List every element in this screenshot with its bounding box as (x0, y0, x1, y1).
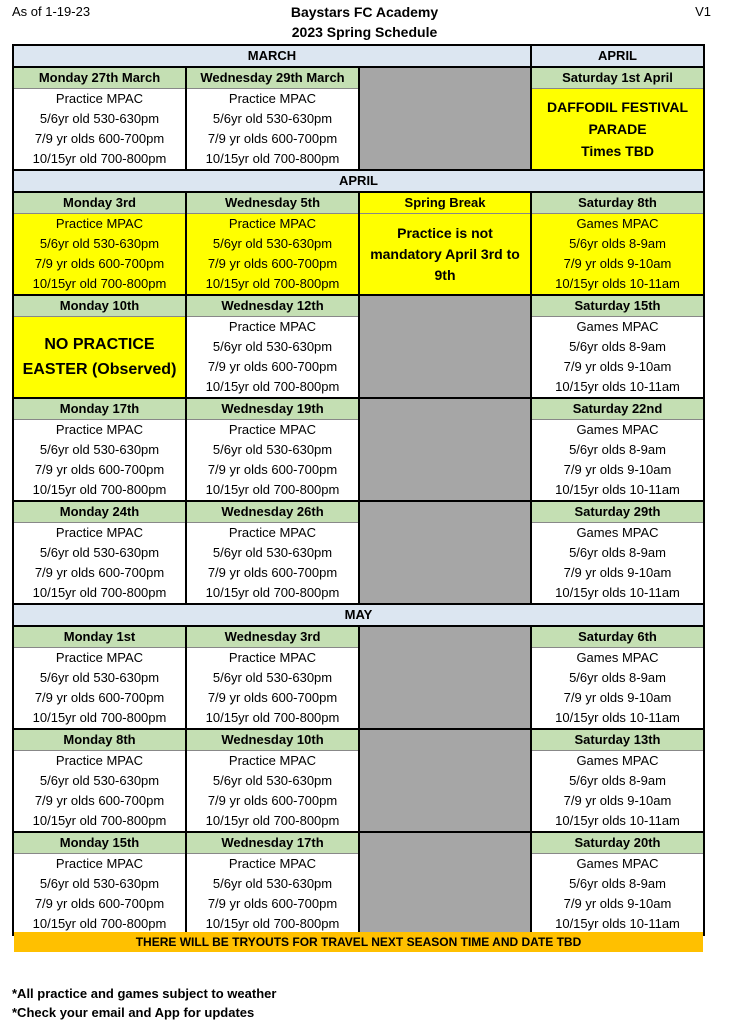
day-cell (13, 729, 186, 832)
session-line: 7/9 yr olds 9-10am (563, 565, 672, 580)
session-line: Practice MPAC (55, 216, 144, 231)
session-line: 10/15yr olds 10-11am (555, 585, 680, 600)
session-line: Games MPAC (576, 216, 659, 231)
day-header: Wednesday 19th (187, 399, 358, 420)
day-header: Saturday 8th (532, 193, 703, 214)
session-line: 7/9 yr olds 600-700pm (34, 793, 165, 808)
schedule-table (12, 44, 705, 936)
day-cell (531, 398, 704, 501)
session-line: Practice MPAC (228, 525, 317, 540)
session-line: 10/15yr old 700-800pm (205, 379, 340, 394)
session-line: 7/9 yr olds 600-700pm (34, 131, 165, 146)
session-line: 5/6yr old 530-630pm (39, 545, 160, 560)
session-line: 10/15yr old 700-800pm (205, 276, 340, 291)
month-header-row (13, 45, 704, 67)
empty-cell (359, 295, 531, 398)
special-line: EASTER (Observed) (22, 361, 177, 378)
day-header: Saturday 22nd (532, 399, 703, 420)
session-line: 10/15yr olds 10-11am (555, 710, 680, 725)
week-row (13, 67, 704, 170)
org-name: Baystars FC Academy (290, 4, 439, 20)
day-header: Monday 27th March (14, 68, 185, 89)
session-line: 7/9 yr olds 600-700pm (34, 256, 165, 271)
day-cell (186, 398, 359, 501)
day-header: Monday 1st (14, 627, 185, 648)
session-line: 7/9 yr olds 600-700pm (34, 896, 165, 911)
session-line: 7/9 yr olds 9-10am (563, 896, 672, 911)
session-line: 5/6yr old 530-630pm (212, 773, 333, 788)
session-line: Practice MPAC (55, 91, 144, 106)
session-line: 5/6yr old 530-630pm (39, 670, 160, 685)
day-header: Wednesday 5th (187, 193, 358, 214)
as-of-date: As of 1-19-23 (12, 4, 91, 19)
session-line: 5/6yr olds 8-9am (569, 442, 666, 457)
day-header: Wednesday 10th (187, 730, 358, 751)
session-line: Games MPAC (576, 422, 659, 437)
day-header: Monday 10th (14, 296, 185, 317)
session-line: Games MPAC (576, 856, 659, 871)
month-march: MARCH (13, 45, 531, 67)
session-line: 5/6yr olds 8-9am (569, 236, 666, 251)
session-line: 10/15yr old 700-800pm (205, 482, 340, 497)
session-line: 5/6yr old 530-630pm (212, 670, 333, 685)
day-header: Saturday 15th (532, 296, 703, 317)
day-header: Saturday 13th (532, 730, 703, 751)
session-line: 10/15yr old 700-800pm (32, 151, 167, 166)
day-cell (531, 626, 704, 729)
session-line: 10/15yr old 700-800pm (205, 916, 340, 931)
month-april: APRIL (531, 45, 704, 67)
week-row (13, 729, 704, 832)
session-line: 10/15yr old 700-800pm (205, 813, 340, 828)
day-header: Monday 24th (14, 502, 185, 523)
session-line: 10/15yr olds 10-11am (555, 379, 680, 394)
day-header: Saturday 6th (532, 627, 703, 648)
day-cell (186, 67, 359, 170)
day-cell (13, 192, 186, 295)
daffodil-parade-note (532, 89, 703, 169)
session-line: 7/9 yr olds 9-10am (563, 256, 672, 271)
day-header: Monday 3rd (14, 193, 185, 214)
day-cell (186, 832, 359, 935)
day-header: Monday 15th (14, 833, 185, 854)
schedule-subtitle: 2023 Spring Schedule (291, 24, 438, 40)
session-line: 5/6yr olds 8-9am (569, 876, 666, 891)
session-line: 5/6yr old 530-630pm (212, 236, 333, 251)
session-line: 7/9 yr olds 600-700pm (207, 793, 338, 808)
day-cell (531, 192, 704, 295)
session-line: 10/15yr olds 10-11am (555, 813, 680, 828)
session-line: 7/9 yr olds 9-10am (563, 462, 672, 477)
day-header: Wednesday 3rd (187, 627, 358, 648)
session-line: 7/9 yr olds 600-700pm (207, 359, 338, 374)
session-line: 7/9 yr olds 600-700pm (207, 462, 338, 477)
session-line: Practice MPAC (228, 753, 317, 768)
day-cell (531, 832, 704, 935)
session-line: 5/6yr olds 8-9am (569, 773, 666, 788)
session-line: Practice MPAC (55, 650, 144, 665)
session-line: 10/15yr olds 10-11am (555, 482, 680, 497)
empty-cell (359, 67, 531, 170)
empty-cell (359, 501, 531, 604)
session-line: 7/9 yr olds 9-10am (563, 690, 672, 705)
month-april: APRIL (13, 170, 704, 192)
day-cell (186, 626, 359, 729)
session-line: Practice MPAC (228, 856, 317, 871)
session-line: 7/9 yr olds 600-700pm (207, 256, 338, 271)
spring-break-cell (359, 192, 531, 295)
session-line: 10/15yr olds 10-11am (555, 916, 680, 931)
session-line: 7/9 yr olds 600-700pm (207, 565, 338, 580)
empty-cell (359, 832, 531, 935)
week-row (13, 501, 704, 604)
session-line: 5/6yr old 530-630pm (212, 545, 333, 560)
special-line: PARADE (588, 121, 647, 137)
day-cell (13, 626, 186, 729)
session-line: 7/9 yr olds 600-700pm (34, 690, 165, 705)
empty-cell (359, 626, 531, 729)
day-header: Wednesday 12th (187, 296, 358, 317)
session-line: Practice MPAC (228, 319, 317, 334)
session-line: 5/6yr old 530-630pm (39, 442, 160, 457)
session-line: 5/6yr old 530-630pm (212, 442, 333, 457)
day-cell (531, 67, 704, 170)
session-line: 5/6yr old 530-630pm (39, 876, 160, 891)
day-cell (186, 501, 359, 604)
session-line: 10/15yr old 700-800pm (32, 585, 167, 600)
updates-note: *Check your email and App for updates (12, 1005, 255, 1020)
tryouts-banner: THERE WILL BE TRYOUTS FOR TRAVEL NEXT SEASON TIME AND DATE TBD (14, 932, 703, 952)
session-line: 7/9 yr olds 9-10am (563, 793, 672, 808)
session-line: Games MPAC (576, 650, 659, 665)
day-header: Monday 8th (14, 730, 185, 751)
no-practice-note (14, 317, 185, 397)
week-row (13, 626, 704, 729)
day-cell (531, 729, 704, 832)
session-line: 10/15yr old 700-800pm (205, 585, 340, 600)
session-line: 10/15yr old 700-800pm (32, 482, 167, 497)
day-header: Saturday 20th (532, 833, 703, 854)
weather-note: *All practice and games subject to weather (12, 986, 277, 1001)
session-line: Practice MPAC (55, 753, 144, 768)
session-line: Practice MPAC (228, 650, 317, 665)
special-line: DAFFODIL FESTIVAL (546, 99, 689, 115)
session-line: 7/9 yr olds 9-10am (563, 359, 672, 374)
session-line: 5/6yr olds 8-9am (569, 670, 666, 685)
session-line: 5/6yr olds 8-9am (569, 545, 666, 560)
day-cell (13, 398, 186, 501)
empty-cell (359, 729, 531, 832)
day-header: Saturday 1st April (532, 68, 703, 89)
week-row (13, 192, 704, 295)
session-line: Practice MPAC (228, 216, 317, 231)
day-cell (531, 295, 704, 398)
month-may: MAY (13, 604, 704, 626)
day-cell (13, 295, 186, 398)
month-header-row (13, 170, 704, 192)
session-line: Practice MPAC (228, 91, 317, 106)
day-cell (531, 501, 704, 604)
day-cell (13, 501, 186, 604)
session-line: 10/15yr old 700-800pm (205, 151, 340, 166)
day-cell (13, 832, 186, 935)
day-header: Wednesday 17th (187, 833, 358, 854)
session-line: 10/15yr olds 10-11am (555, 276, 680, 291)
session-line: 7/9 yr olds 600-700pm (207, 896, 338, 911)
session-line: 7/9 yr olds 600-700pm (34, 462, 165, 477)
day-cell (13, 67, 186, 170)
session-line: 5/6yr olds 8-9am (569, 339, 666, 354)
spring-break-note: Practice is not mandatory April 3rd to 9th (370, 224, 520, 283)
day-header: Saturday 29th (532, 502, 703, 523)
spring-break-title: Spring Break (360, 193, 530, 214)
day-header: Wednesday 26th (187, 502, 358, 523)
version-label: V1 (695, 4, 711, 19)
session-line: 7/9 yr olds 600-700pm (34, 565, 165, 580)
special-line: NO PRACTICE (44, 336, 155, 353)
session-line: 10/15yr old 700-800pm (205, 710, 340, 725)
session-line: Practice MPAC (55, 525, 144, 540)
week-row (13, 295, 704, 398)
session-line: 7/9 yr olds 600-700pm (207, 131, 338, 146)
session-line: Games MPAC (576, 319, 659, 334)
special-line: Times TBD (581, 143, 654, 159)
session-line: Games MPAC (576, 525, 659, 540)
session-line: 5/6yr old 530-630pm (212, 876, 333, 891)
session-line: Games MPAC (576, 753, 659, 768)
session-line: 7/9 yr olds 600-700pm (207, 690, 338, 705)
session-line: 5/6yr old 530-630pm (39, 111, 160, 126)
month-header-row (13, 604, 704, 626)
session-line: 5/6yr old 530-630pm (39, 236, 160, 251)
session-line: 10/15yr old 700-800pm (32, 813, 167, 828)
session-line: 10/15yr old 700-800pm (32, 276, 167, 291)
session-line: Practice MPAC (228, 422, 317, 437)
empty-cell (359, 398, 531, 501)
week-row (13, 398, 704, 501)
day-cell (186, 729, 359, 832)
session-line: 10/15yr old 700-800pm (32, 710, 167, 725)
day-cell (186, 192, 359, 295)
week-row (13, 832, 704, 935)
page-title (0, 2, 729, 42)
day-cell (186, 295, 359, 398)
session-line: 5/6yr old 530-630pm (212, 111, 333, 126)
day-header: Monday 17th (14, 399, 185, 420)
session-line: 5/6yr old 530-630pm (39, 773, 160, 788)
session-line: 5/6yr old 530-630pm (212, 339, 333, 354)
session-line: Practice MPAC (55, 856, 144, 871)
session-line: 10/15yr old 700-800pm (32, 916, 167, 931)
session-line: Practice MPAC (55, 422, 144, 437)
day-header: Wednesday 29th March (187, 68, 358, 89)
